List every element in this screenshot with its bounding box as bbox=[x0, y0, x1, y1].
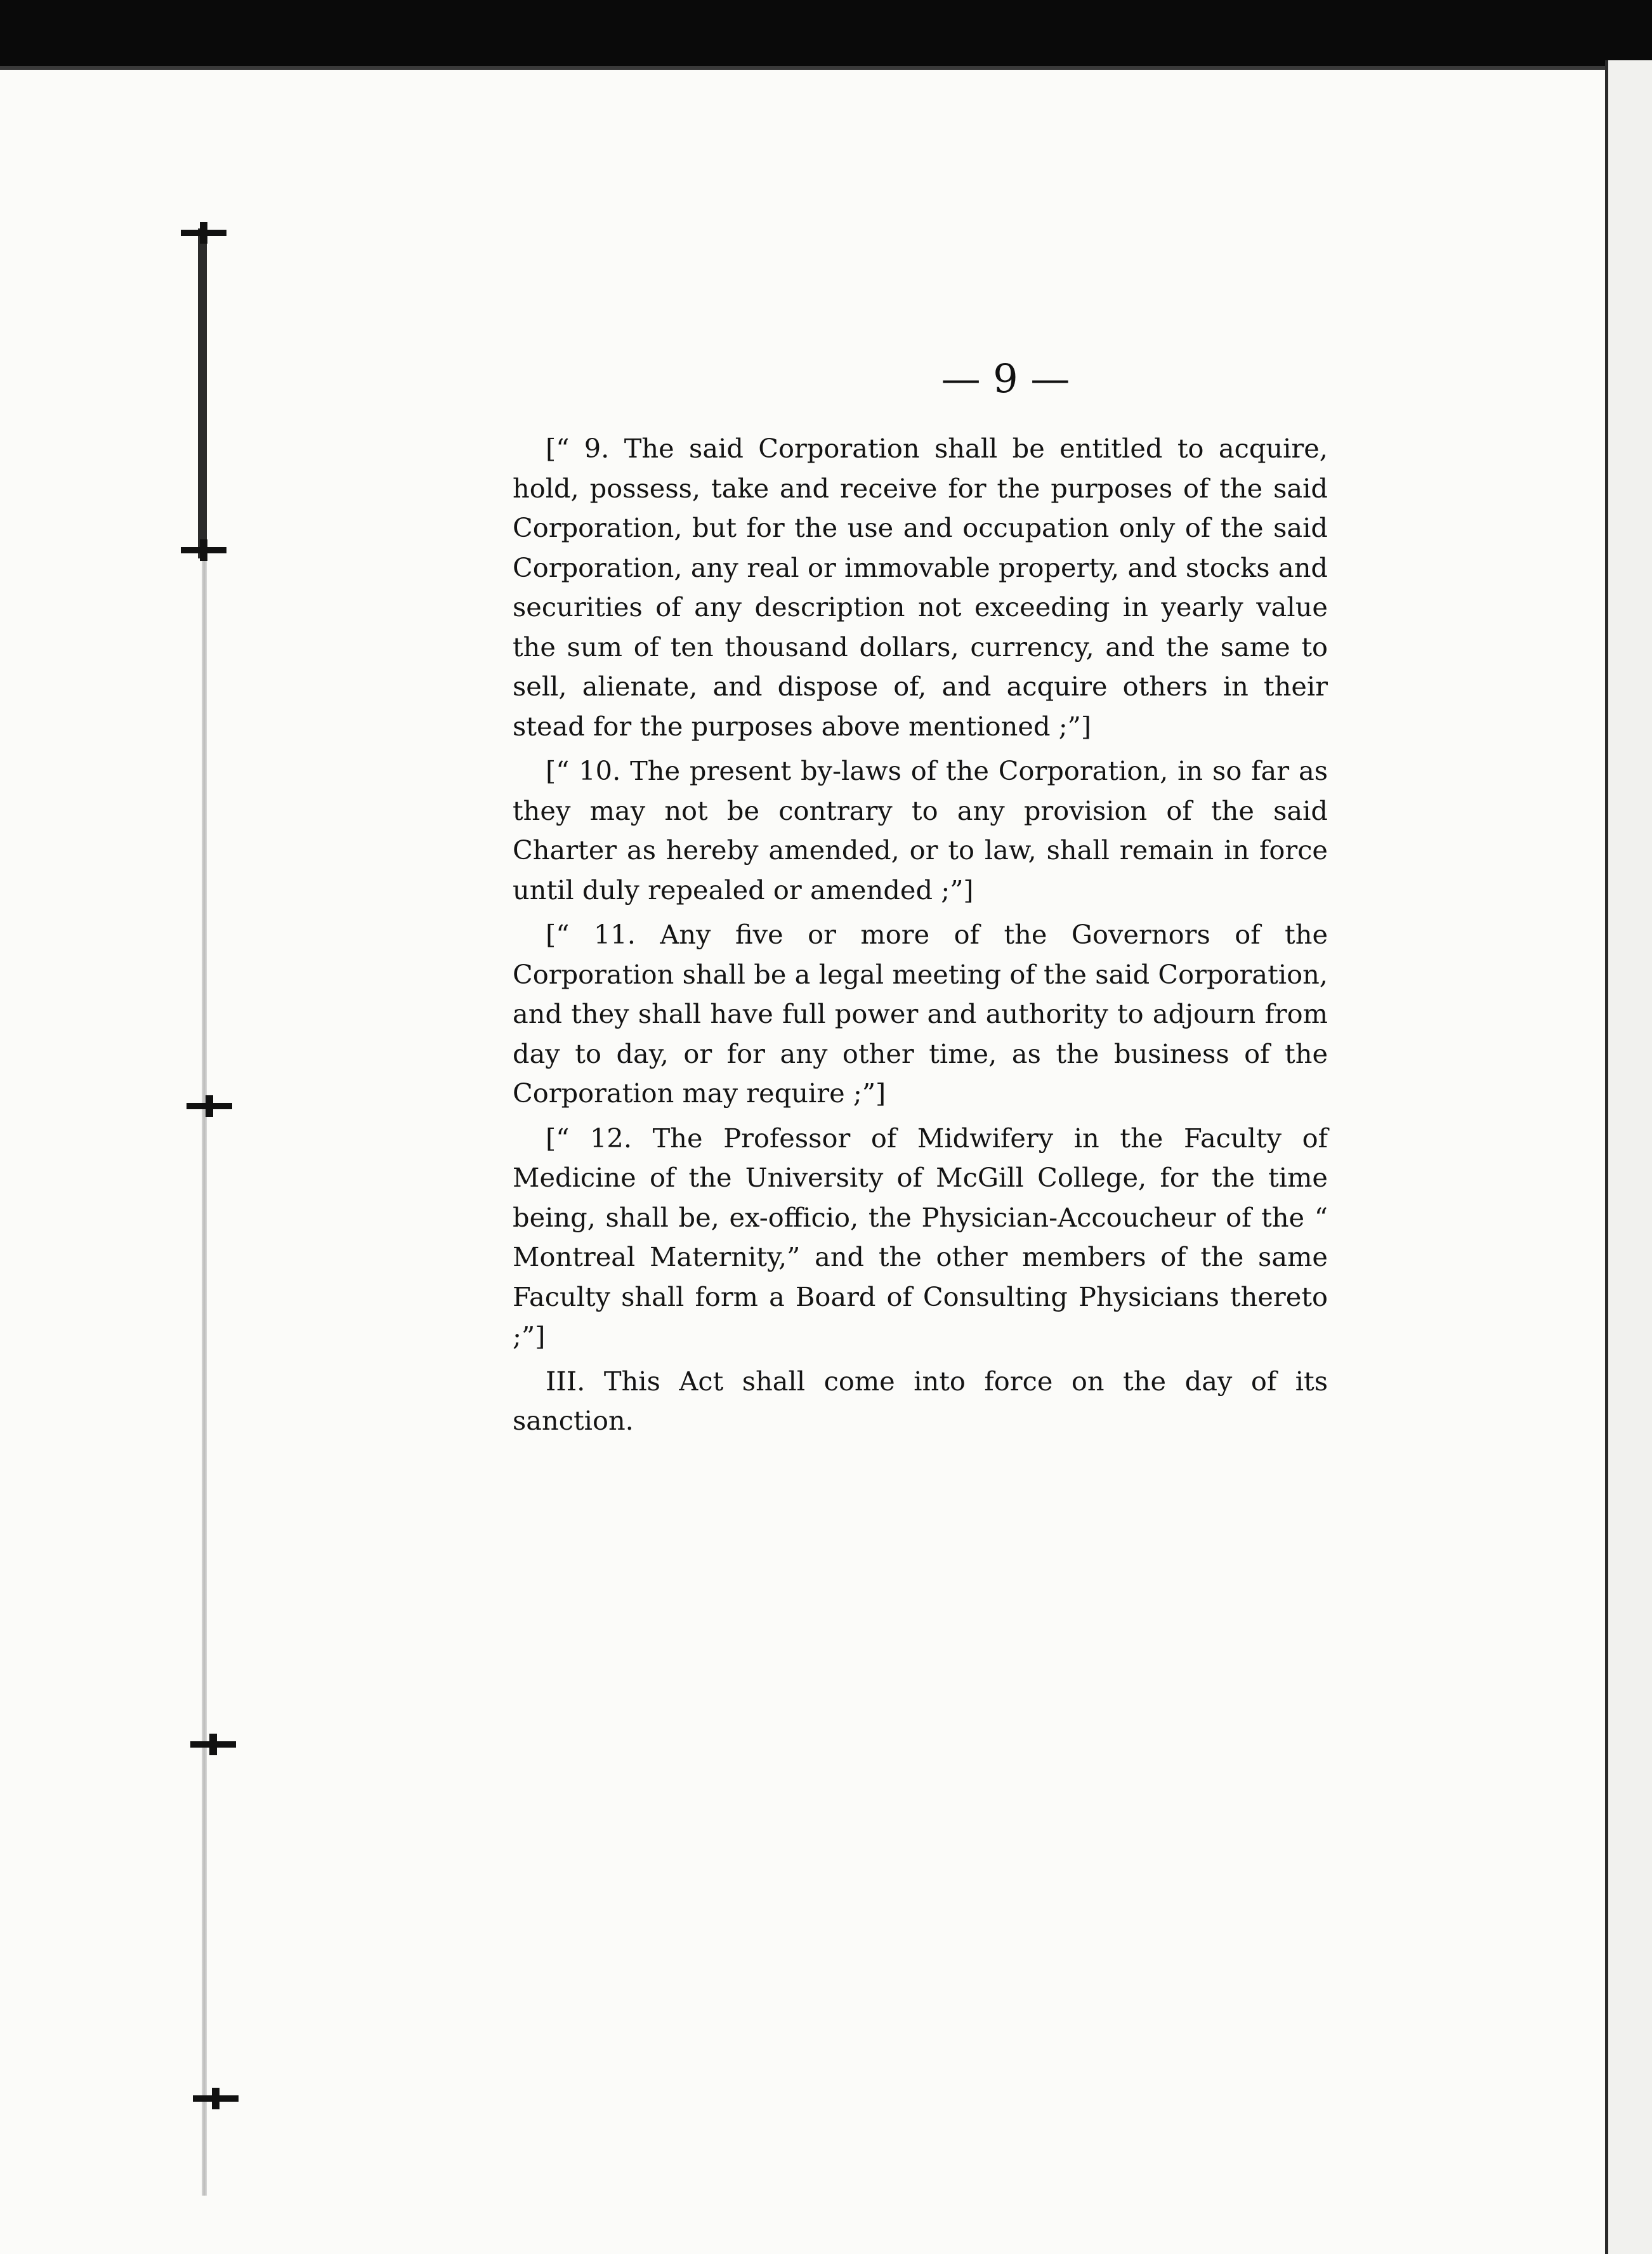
body-text bbox=[513, 429, 1328, 1441]
paragraph-section-10: [“ 10. The present by-laws of the Corporation, in so far as they may not be contrary to any provision of the said Charter as hereby amended, or to law, shall remain in force until duly repealed or amended ;”] bbox=[513, 755, 1328, 906]
paragraph-section-12: [“ 12. The Professor of Midwifery in the Faculty of Medicine of the University of McGill College, for the time being, shall be, ex-officio, the Physician-Accoucheur of the “ Montreal Maternity,” and the other members of the same Faculty shall form a Board of Consulting Physicians thereto ;”] bbox=[513, 1122, 1328, 1352]
binding-stitch bbox=[193, 2095, 239, 2102]
binding-stitch bbox=[190, 1741, 236, 1748]
right-page-edge bbox=[1605, 60, 1652, 2254]
paragraph-section-iii: III. This Act shall come into force on the day of its sanction. bbox=[513, 1365, 1328, 1436]
paragraph-section-11: [“ 11. Any five or more of the Governors of the Corporation shall be a legal meeting of the said Corporation, and they shall have full power and authority to adjourn from day to day, or for any other time, as the business of the Corporation may require ;”] bbox=[513, 919, 1328, 1109]
binding-stitch bbox=[187, 1103, 232, 1109]
binding-stitch bbox=[181, 230, 226, 236]
binding-stitch bbox=[181, 547, 226, 553]
page-number: — 9 — bbox=[941, 355, 1070, 402]
paragraph-section-9: [“ 9. The said Corporation shall be entitled to acquire, hold, possess, take and receive for the purposes of the said Corporation, but for the use and occupation only of the said Corporation, any real or immovable property, and stocks and securities of any description not exceeding in yearly value the sum of ten thousand dollars, currency, and the same to sell, alienate, and dispose of, and acquire others in their stead for the purposes above mentioned ;”] bbox=[513, 433, 1328, 742]
